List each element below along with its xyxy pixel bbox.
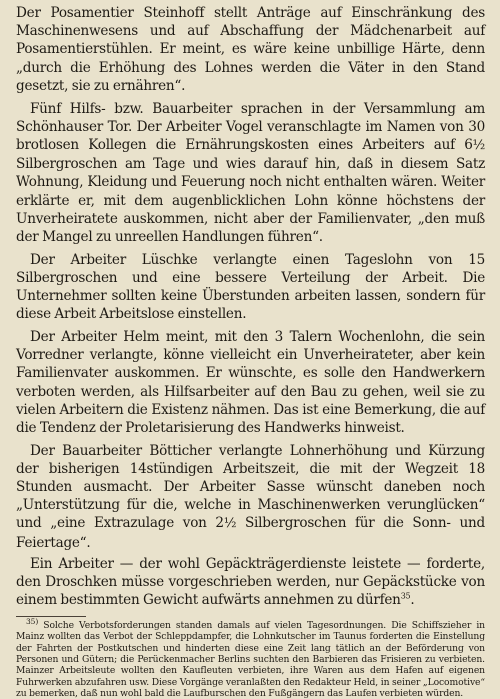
paragraph-gepaecktraeger-text-before: Ein Arbeiter — der wohl Gepäckträgerdienste leistete — forderte, den Droschken müsse vorgeschrieben werden, nur Gepäckstücke von einem bestimmten Gewicht aufwärts annehmen zu dürfen xyxy=(16,556,485,608)
paragraph-steinhoff-text: Der Posamentier Steinhoff stellt Anträge auf Einschränkung des Maschinenwesens und auf Abschaffung der Mädchenarbeit auf Posamentierstühlen. Er meint, es wäre keine unbillige Härte, denn „durch die Erhöhung des Lohnes werden die Väter in den Stand gesetzt, sie zu ernähren“. xyxy=(16,5,485,94)
fraction-half: ½ xyxy=(223,516,237,532)
paragraph-steinhoff xyxy=(16,4,485,95)
fraction-half: ½ xyxy=(472,137,485,153)
paragraph-vogel-text-after: Silbergroschen am Tage und wies darauf hin, daß in diesem Satz Wohnung, Kleidung und Feuerung noch nicht enthalten wären. Weiter erklärte er, mit dem augenblicklichen Lohn könne höchstens der Unverheiratete auskommen, nicht aber der Familienvater, „den muß der Mangel zu unreellen Handlungen führen“. xyxy=(16,156,485,245)
document-page xyxy=(16,4,485,699)
paragraph-boetticher-text-before: Der Bauarbeiter Bötticher verlangte Lohnerhöhung und Kürzung der bisherigen 14stündigen Arbeitszeit, die mit der Wegzeit 18 Stunden ausmacht. Der Arbeiter Sasse wünscht daneben noch „Unterstützung für die, welche in Maschinenwerken verunglücken“ und „eine Extrazulage von 2 xyxy=(16,442,485,532)
footnote-number: 35) xyxy=(26,617,39,627)
footnote xyxy=(16,617,485,699)
paragraph-boetticher-text-after: Silbergroschen für die Sonn- und Feiertage“. xyxy=(16,515,485,551)
paragraph-boetticher xyxy=(16,442,485,552)
paragraph-gepaecktraeger xyxy=(16,556,485,609)
paragraph-vogel xyxy=(16,100,485,247)
paragraph-helm-text: Der Arbeiter Helm meint, mit den 3 Talern Wochenlohn, die sein Vorredner verlangte, könne vielleicht ein Unverheirateter, aber kein Familienvater auskommen. Er wünschte, es solle den Handwerkern verboten werden, als Hilfsarbeiter auf den Bau zu gehen, weil sie zu vielen Arbeitern die Existenz nähmen. Das ist eine Bemerkung, die auf die Tendenz der Proletarisierung des Handwerks hinweist. xyxy=(16,328,485,436)
footnote-reference[interactable]: 35 xyxy=(400,591,411,601)
paragraph-gepaecktraeger-text-after: . xyxy=(410,591,415,608)
paragraph-lueschke-text: Der Arbeiter Lüschke verlangte einen Tageslohn von 15 Silbergroschen und eine bessere Verteilung der Arbeit. Die Unternehmer sollten keine Überstunden arbeiten lassen, sondern für diese Arbeit Arbeitslose einstellen. xyxy=(16,251,485,323)
footnote-text: Solche Verbotsforderungen standen damals auf vielen Tagesordnungen. Die Schiffszieher in Mainz wollten das Verbot der Schleppdampfer, die Lohnkutscher im Taunus forderten die Einstellung der Fahrten der Postkutschen und hinderten diese eine Zeit lang tätlich an der Beförderung von Personen und Gütern; die Perückenmacher Berlins suchten den Barbieren das Frisieren zu verbieten. Mainzer Arbeitsleute wollten den Kaufleuten verbieten, ihre Waren aus dem Hafen auf eigenen Fuhrwerken abzufahren usw. Diese Vorgänge veranlaßten den Redakteur Held, in seiner „Locomotive“ zu bemerken, daß nun wohl bald die Laufburschen den Fußgängern das Laufen verbieten würden. xyxy=(16,620,485,699)
paragraph-vogel-text-before: Fünf Hilfs- bzw. Bauarbeiter sprachen in der Versammlung am Schönhauser Tor. Der Arbeiter Vogel veranschlagte im Namen von 30 brotlosen Kollegen die Ernährungskosten eines Arbeiters auf 6 xyxy=(16,100,485,153)
paragraph-lueschke xyxy=(16,251,485,324)
paragraph-helm xyxy=(16,328,485,437)
